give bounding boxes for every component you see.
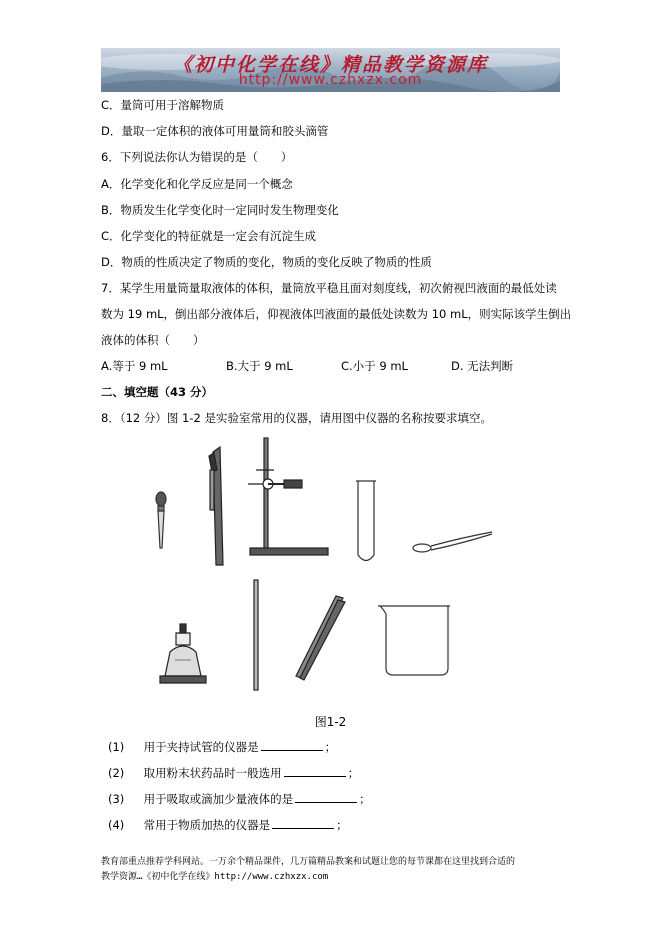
q7-option-a: A.等于 9 mL [101,359,168,373]
q7-stem-line2: 数为 19 mL，倒出部分液体后，仰视液体凹液面的最低处读数为 10 mL，则实际该学生倒出 [101,307,572,321]
q7-option-b: B.大于 9 mL [226,359,293,373]
glass-rod-icon [254,580,258,690]
banner-title: 《初中化学在线》精品教学资源库 [172,54,488,76]
beaker-icon [378,606,450,675]
q8-stem: 8．（12 分）图 1-2 是实验室常用的仪器，请用图中仪器的名称按要求填空。 [101,411,492,425]
q6-option-c: C．化学变化的特征就是一定会有沉淀生成 [101,229,317,243]
answer-blank-4[interactable] [272,818,334,829]
q7-stem-line3: 液体的体积（ ） [101,333,205,347]
blank-question-3: (3) 用于吸取或滴加少量液体的是 ； [108,792,371,806]
test-tube-icon [356,481,376,561]
q6-option-b: B．物质发生化学变化时一定同时发生物理变化 [101,203,339,217]
footer-line-1: 教育部重点推荐学科网站。一万余个精品课件，几万篇精品教案和试题让您的每节课都在这里找到合适的 [101,857,516,867]
q7-stem-line1: 7．某学生用量筒量取液体的体积，量筒放平稳且面对刻度线，初次俯视凹液面的最低处读 [101,281,557,295]
q6-option-a: A．化学变化和化学反应是同一个概念 [101,177,293,191]
answer-blank-3[interactable] [295,792,357,803]
section-heading-fill-in: 二、填空题（43 分） [101,385,214,399]
blank-question-1: (1) 用于夹持试管的仪器是 ； [108,740,337,754]
figure-caption: 图1-2 [314,715,347,729]
dropper-icon [156,492,166,548]
q6-stem: 6．下列说法你认为错误的是（ ） [101,150,293,164]
medicine-spoon-icon [413,532,492,552]
page-footer [101,855,571,885]
q7-option-d: D. 无法判断 [451,359,514,373]
answer-blank-2[interactable] [284,766,346,777]
banner-url-link[interactable]: http://www.czhxzx.com [238,72,423,88]
q5-option-c: C．量筒可用于溶解物质 [101,98,225,112]
test-tube-holder-icon [209,447,223,565]
blank-question-2: (2) 取用粉末状药品时一般选用 ； [108,766,360,780]
footer-line-2[interactable]: 教学资源…《初中化学在线》http://www.czhxzx.com [101,872,329,882]
alcohol-lamp-icon [160,624,206,683]
iron-stand-icon [248,438,328,555]
answer-blank-1[interactable] [261,740,323,751]
q5-option-d: D．量取一定体积的液体可用量筒和胶头滴管 [101,124,329,138]
q6-option-d: D．物质的性质决定了物质的变化，物质的变化反映了物质的性质 [101,255,432,269]
blank-question-4: (4) 常用于物质加热的仪器是 ； [108,818,348,832]
q7-option-c: C.小于 9 mL [341,359,408,373]
tweezers-icon [296,596,345,680]
